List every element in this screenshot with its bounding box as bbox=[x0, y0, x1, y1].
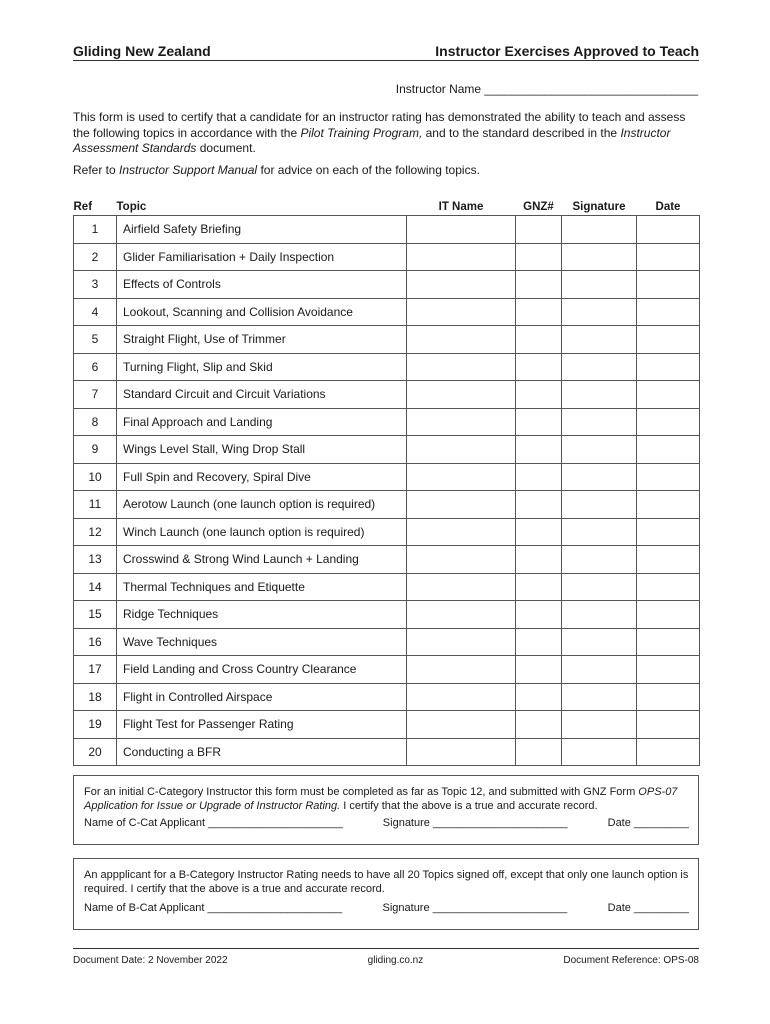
table-row bbox=[74, 573, 700, 601]
gnz-cell[interactable] bbox=[516, 656, 562, 684]
gnz-cell[interactable] bbox=[516, 738, 562, 766]
signature-cell[interactable] bbox=[562, 353, 637, 381]
table-row bbox=[74, 271, 700, 299]
gnz-cell[interactable] bbox=[516, 601, 562, 629]
date-cell[interactable] bbox=[637, 573, 700, 601]
gnz-cell[interactable] bbox=[516, 271, 562, 299]
gnz-cell[interactable] bbox=[516, 243, 562, 271]
refer-line bbox=[73, 163, 480, 177]
ref-cell: 10 bbox=[74, 463, 117, 491]
ref-cell: 9 bbox=[74, 436, 117, 464]
topic-cell: Full Spin and Recovery, Spiral Dive bbox=[117, 463, 407, 491]
signature-cell[interactable] bbox=[562, 271, 637, 299]
gnz-cell[interactable] bbox=[516, 546, 562, 574]
c-cat-text-b: I certify that the above is a true and accurate record. bbox=[340, 800, 598, 812]
date-cell[interactable] bbox=[637, 271, 700, 299]
topic-cell: Airfield Safety Briefing bbox=[117, 216, 407, 244]
it-name-cell[interactable] bbox=[407, 381, 516, 409]
topic-cell: Flight in Controlled Airspace bbox=[117, 683, 407, 711]
signature-cell[interactable] bbox=[562, 216, 637, 244]
col-header-signature: Signature bbox=[572, 201, 626, 213]
it-name-cell[interactable] bbox=[407, 243, 516, 271]
it-name-cell[interactable] bbox=[407, 408, 516, 436]
signature-cell[interactable] bbox=[562, 546, 637, 574]
table-row bbox=[74, 298, 700, 326]
it-name-cell[interactable] bbox=[407, 573, 516, 601]
it-name-cell[interactable] bbox=[407, 546, 516, 574]
topic-cell: Straight Flight, Use of Trimmer bbox=[117, 326, 407, 354]
signature-cell[interactable] bbox=[562, 628, 637, 656]
ref-cell: 2 bbox=[74, 243, 117, 271]
ref-cell: 12 bbox=[74, 518, 117, 546]
topics-table bbox=[73, 200, 700, 766]
date-cell[interactable] bbox=[637, 491, 700, 519]
date-cell[interactable] bbox=[637, 381, 700, 409]
table-row bbox=[74, 683, 700, 711]
topic-cell: Effects of Controls bbox=[117, 271, 407, 299]
topic-cell: Conducting a BFR bbox=[117, 738, 407, 766]
footer-document-reference: Document Reference: OPS-08 bbox=[563, 955, 699, 966]
intro-text-2: and to the standard described in the bbox=[422, 125, 621, 140]
topic-cell: Aerotow Launch (one launch option is required) bbox=[117, 491, 407, 519]
topic-cell: Lookout, Scanning and Collision Avoidance bbox=[117, 298, 407, 326]
ref-cell: 19 bbox=[74, 711, 117, 739]
ref-cell: 3 bbox=[74, 271, 117, 299]
ref-cell: 4 bbox=[74, 298, 117, 326]
topic-cell: Crosswind & Strong Wind Launch + Landing bbox=[117, 546, 407, 574]
ref-cell: 7 bbox=[74, 381, 117, 409]
date-cell[interactable] bbox=[637, 656, 700, 684]
gnz-cell[interactable] bbox=[516, 326, 562, 354]
gnz-cell[interactable] bbox=[516, 573, 562, 601]
refer-text-b: for advice on each of the following topics. bbox=[257, 163, 480, 177]
b-cat-signature-field[interactable]: Signature ______________________ bbox=[382, 902, 568, 914]
col-header-topic: Topic bbox=[116, 201, 147, 213]
table-row bbox=[74, 243, 700, 271]
topic-cell: Ridge Techniques bbox=[117, 601, 407, 629]
gnz-cell[interactable] bbox=[516, 353, 562, 381]
table-row bbox=[74, 353, 700, 381]
it-name-cell[interactable] bbox=[407, 216, 516, 244]
signature-cell[interactable] bbox=[562, 491, 637, 519]
b-cat-text: An appplicant for a B-Category Instructor Rating needs to have all 20 Topics signed off, except that only one launch option is required. I certify that the above is a true and accurate record. bbox=[84, 869, 689, 895]
gnz-cell[interactable] bbox=[516, 436, 562, 464]
footer-document-date: Document Date: 2 November 2022 bbox=[73, 955, 228, 966]
signature-cell[interactable] bbox=[562, 518, 637, 546]
it-name-cell[interactable] bbox=[407, 656, 516, 684]
signature-cell[interactable] bbox=[562, 711, 637, 739]
ref-cell: 11 bbox=[74, 491, 117, 519]
table-row bbox=[74, 711, 700, 739]
date-cell[interactable] bbox=[637, 711, 700, 739]
ref-cell: 5 bbox=[74, 326, 117, 354]
topic-cell: Turning Flight, Slip and Skid bbox=[117, 353, 407, 381]
table-row bbox=[74, 491, 700, 519]
ref-cell: 16 bbox=[74, 628, 117, 656]
signature-cell[interactable] bbox=[562, 436, 637, 464]
signature-cell[interactable] bbox=[562, 683, 637, 711]
signature-cell[interactable] bbox=[562, 573, 637, 601]
it-name-cell[interactable] bbox=[407, 353, 516, 381]
table-row bbox=[74, 463, 700, 491]
gnz-cell[interactable] bbox=[516, 628, 562, 656]
signature-cell[interactable] bbox=[562, 408, 637, 436]
intro-text-3: document. bbox=[196, 141, 256, 155]
intro-paragraph bbox=[73, 110, 699, 157]
it-name-cell[interactable] bbox=[407, 298, 516, 326]
topic-cell: Flight Test for Passenger Rating bbox=[117, 711, 407, 739]
it-name-cell[interactable] bbox=[407, 518, 516, 546]
topic-cell: Wings Level Stall, Wing Drop Stall bbox=[117, 436, 407, 464]
it-name-cell[interactable] bbox=[407, 436, 516, 464]
date-cell[interactable] bbox=[637, 243, 700, 271]
date-cell[interactable] bbox=[637, 436, 700, 464]
c-cat-text bbox=[84, 785, 689, 813]
topic-cell: Field Landing and Cross Country Clearance bbox=[117, 656, 407, 684]
table-header-row bbox=[74, 200, 700, 216]
date-cell[interactable] bbox=[637, 546, 700, 574]
table-row bbox=[74, 381, 700, 409]
ref-cell: 1 bbox=[74, 216, 117, 244]
date-cell[interactable] bbox=[637, 353, 700, 381]
c-cat-name-field[interactable]: Name of C-Cat Applicant ______________________ bbox=[84, 817, 343, 829]
page-title: Instructor Exercises Approved to Teach bbox=[435, 43, 699, 59]
table-row bbox=[74, 656, 700, 684]
refer-text-a: Refer to bbox=[73, 163, 120, 177]
page-header bbox=[73, 43, 699, 61]
topic-cell: Thermal Techniques and Etiquette bbox=[117, 573, 407, 601]
signature-cell[interactable] bbox=[562, 656, 637, 684]
gnz-cell[interactable] bbox=[516, 463, 562, 491]
b-cat-certification-box bbox=[73, 858, 699, 930]
it-name-cell[interactable] bbox=[407, 463, 516, 491]
date-cell[interactable] bbox=[637, 683, 700, 711]
signature-cell[interactable] bbox=[562, 738, 637, 766]
c-cat-signature-field[interactable]: Signature ______________________ bbox=[382, 817, 568, 829]
ref-cell: 13 bbox=[74, 546, 117, 574]
col-header-it-name: IT Name bbox=[438, 201, 484, 213]
signature-cell[interactable] bbox=[562, 463, 637, 491]
topic-cell: Wave Techniques bbox=[117, 628, 407, 656]
intro-em-1: Pilot Training Program, bbox=[300, 125, 423, 140]
c-cat-date-field[interactable]: Date _________ bbox=[607, 817, 689, 829]
b-cat-date-field[interactable]: Date _________ bbox=[607, 902, 689, 914]
it-name-cell[interactable] bbox=[407, 491, 516, 519]
it-name-cell[interactable] bbox=[407, 683, 516, 711]
topic-cell: Winch Launch (one launch option is required) bbox=[117, 518, 407, 546]
gnz-cell[interactable] bbox=[516, 381, 562, 409]
c-cat-certification-box bbox=[73, 775, 699, 845]
it-name-cell[interactable] bbox=[407, 326, 516, 354]
it-name-cell[interactable] bbox=[407, 711, 516, 739]
ref-cell: 17 bbox=[74, 656, 117, 684]
table-row bbox=[74, 518, 700, 546]
date-cell[interactable] bbox=[637, 628, 700, 656]
table-row bbox=[74, 628, 700, 656]
table-row bbox=[74, 436, 700, 464]
date-cell[interactable] bbox=[637, 738, 700, 766]
topic-cell: Glider Familiarisation + Daily Inspection bbox=[117, 243, 407, 271]
signature-cell[interactable] bbox=[562, 243, 637, 271]
c-cat-form-ref: OPS-07 Application for Issue or Upgrade of Instructor Rating. bbox=[84, 786, 678, 812]
c-cat-text-a: For an initial C-Category Instructor this form must be completed as far as Topic 12, and submitted with GNZ Form bbox=[84, 786, 639, 798]
signature-cell[interactable] bbox=[562, 326, 637, 354]
ref-cell: 14 bbox=[74, 573, 117, 601]
col-header-gnz: GNZ# bbox=[523, 201, 554, 213]
ref-cell: 20 bbox=[74, 738, 117, 766]
topic-cell: Final Approach and Landing bbox=[117, 408, 407, 436]
date-cell[interactable] bbox=[637, 601, 700, 629]
date-cell[interactable] bbox=[637, 298, 700, 326]
date-cell[interactable] bbox=[637, 216, 700, 244]
it-name-cell[interactable] bbox=[407, 628, 516, 656]
refer-em: Instructor Support Manual bbox=[119, 163, 258, 177]
gnz-cell[interactable] bbox=[516, 216, 562, 244]
date-cell[interactable] bbox=[637, 463, 700, 491]
intro-em-2: Instructor Assessment Standards bbox=[73, 125, 671, 155]
col-header-ref: Ref bbox=[73, 201, 93, 213]
col-header-date: Date bbox=[655, 201, 681, 213]
gnz-cell[interactable] bbox=[516, 491, 562, 519]
c-cat-signature-line bbox=[84, 816, 689, 830]
it-name-cell[interactable] bbox=[407, 271, 516, 299]
gnz-cell[interactable] bbox=[516, 683, 562, 711]
ref-cell: 8 bbox=[74, 408, 117, 436]
table-row bbox=[74, 408, 700, 436]
intro-text-1: This form is used to certify that a candidate for an instructor rating has demonstrated the ability to teach and assess the following topics in accordance with the bbox=[73, 110, 686, 140]
table-row bbox=[74, 601, 700, 629]
it-name-cell[interactable] bbox=[407, 601, 516, 629]
page-footer bbox=[73, 948, 699, 966]
gnz-cell[interactable] bbox=[516, 711, 562, 739]
signature-cell[interactable] bbox=[562, 298, 637, 326]
table-row bbox=[74, 216, 700, 244]
ref-cell: 6 bbox=[74, 353, 117, 381]
b-cat-name-field[interactable]: Name of B-Cat Applicant ______________________ bbox=[84, 902, 343, 914]
date-cell[interactable] bbox=[637, 518, 700, 546]
table-row bbox=[74, 738, 700, 766]
table-row bbox=[74, 546, 700, 574]
signature-cell[interactable] bbox=[562, 601, 637, 629]
footer-website: gliding.co.nz bbox=[367, 955, 424, 966]
date-cell[interactable] bbox=[637, 326, 700, 354]
ref-cell: 15 bbox=[74, 601, 117, 629]
gnz-cell[interactable] bbox=[516, 408, 562, 436]
instructor-name-field[interactable]: Instructor Name ________________________________ bbox=[395, 82, 698, 96]
gnz-cell[interactable] bbox=[516, 298, 562, 326]
org-name: Gliding New Zealand bbox=[73, 43, 211, 59]
gnz-cell[interactable] bbox=[516, 518, 562, 546]
date-cell[interactable] bbox=[637, 408, 700, 436]
ref-cell: 18 bbox=[74, 683, 117, 711]
b-cat-signature-line bbox=[84, 901, 689, 915]
topic-cell: Standard Circuit and Circuit Variations bbox=[117, 381, 407, 409]
signature-cell[interactable] bbox=[562, 381, 637, 409]
it-name-cell[interactable] bbox=[407, 738, 516, 766]
table-row bbox=[74, 326, 700, 354]
